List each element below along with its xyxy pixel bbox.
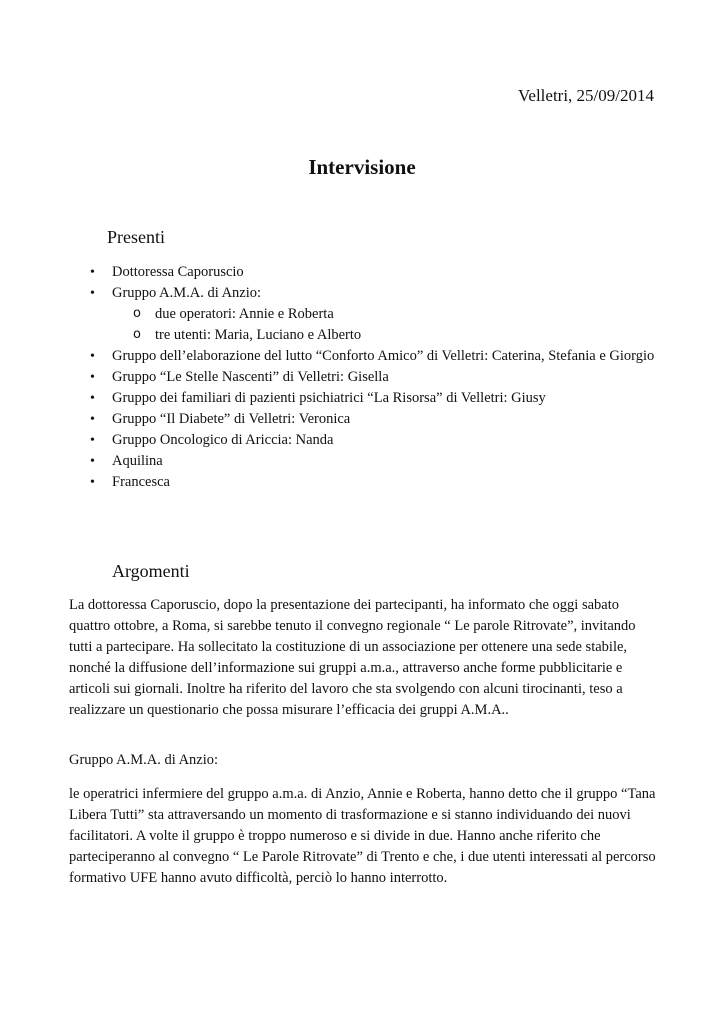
sub-list-item: o due operatori: Annie e Roberta [112, 304, 672, 325]
attendees-sublist [112, 304, 672, 346]
list-item: • Gruppo dei familiari di pazienti psichiatrici “La Risorsa” di Velletri: Giusy [112, 388, 672, 409]
list-item: • Gruppo “Il Diabete” di Velletri: Veronica [112, 409, 672, 430]
paragraph-subheading-anzio: Gruppo A.M.A. di Anzio: [69, 752, 219, 768]
list-item-label: Gruppo A.M.A. di Anzio: [112, 285, 262, 301]
document-title: Intervisione [308, 155, 416, 179]
paragraph-anzio: le operatrici infermiere del gruppo a.m.a. di Anzio, Annie e Roberta, hanno detto che il gruppo “Tana Libera Tutti” sta attraversando un momento di trasformazione e si stanno individuando dei nuovi facilitatori. A volte il gruppo è troppo numeroso e si divide in due. Hanno anche riferito che parteciperanno al convegno “ Le Parole Ritrovate” di Trento e che, i due utenti interessati al percorso formativo UFE hanno avuto difficoltà, perciò lo hanno interrotto. [69, 786, 656, 886]
section-heading-argomenti: Argomenti [112, 561, 190, 581]
list-item: • Gruppo Oncologico di Ariccia: Nanda [112, 430, 672, 451]
list-item: • Dottoressa Caporuscio [112, 262, 672, 283]
list-item: • Francesca [112, 472, 672, 493]
list-item: • Gruppo “Le Stelle Nascenti” di Velletri: Gisella [112, 367, 672, 388]
list-item: • Gruppo dell’elaborazione del lutto “Conforto Amico” di Velletri: Caterina, Stefania e Giorgio [112, 346, 672, 367]
list-item: • Aquilina [112, 451, 672, 472]
list-item [112, 283, 672, 346]
paragraph-argomenti: La dottoressa Caporuscio, dopo la presentazione dei partecipanti, ha informato che oggi sabato quattro ottobre, a Roma, si sarebbe tenuto il convegno regionale “ Le parole Ritrovate”, invitando tutti a partecipare. Ha sollecitato la costituzione di un associazione per ottenere una sede stabile, nonché la diffusione dell’informazione sui gruppi a.m.a., attraverso anche forme pubblicitarie e articoli sui giornali. Inoltre ha riferito del lavoro che sta svolgendo con alcuni tirocinanti, teso a realizzare un questionario che possa misurare l’efficacia dei gruppi A.M.A.. [69, 597, 636, 718]
section-heading-presenti: Presenti [107, 227, 165, 247]
sub-list-item: o tre utenti: Maria, Luciano e Alberto [112, 325, 672, 346]
document-date: Velletri, 25/09/2014 [518, 86, 654, 105]
attendees-list [112, 262, 672, 493]
